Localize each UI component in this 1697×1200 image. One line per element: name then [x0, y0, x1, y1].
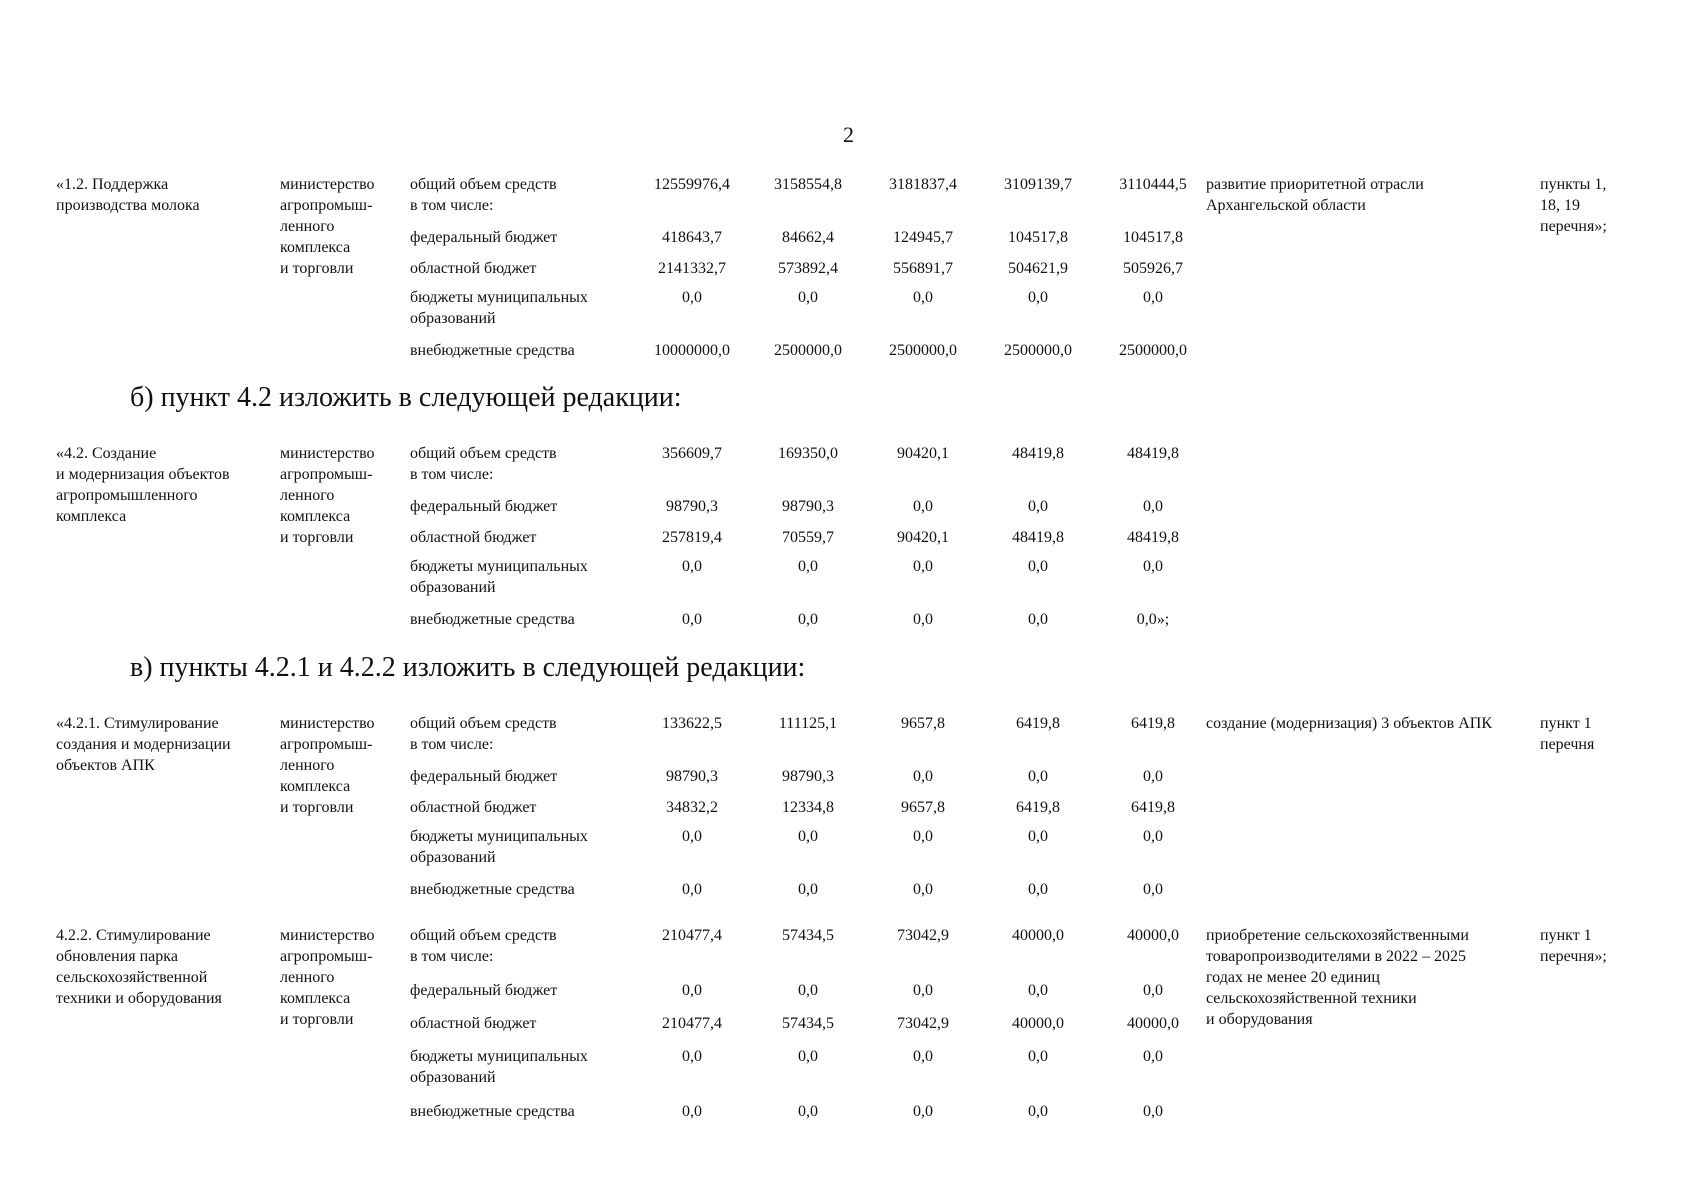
- funding-value: 0,0: [1143, 1048, 1163, 1065]
- funding-source-label: федеральный бюджет: [410, 982, 558, 999]
- funding-value: 10000000,0: [654, 342, 730, 359]
- funding-value: 70559,7: [782, 529, 834, 546]
- funding-value: 0,0: [682, 828, 702, 845]
- funding-source-label: внебюджетные средства: [410, 881, 575, 898]
- funding-value: 0,0: [1028, 1103, 1048, 1120]
- funding-source-label: общий объем средств в том числе:: [410, 176, 557, 214]
- funding-value: 0,0: [913, 1048, 933, 1065]
- funding-value: 0,0: [798, 289, 818, 306]
- funding-value: 418643,7: [662, 229, 722, 246]
- funding-value: 0,0: [682, 982, 702, 999]
- executor: министерство агропромыш- ленного комплекса и торговли: [280, 927, 375, 1028]
- funding-value: 124945,7: [893, 229, 953, 246]
- funding-source-label: областной бюджет: [410, 529, 537, 546]
- section-heading-b: б) пункт 4.2 изложить в следующей редакции:: [130, 382, 682, 413]
- funding-value: 0,0: [798, 982, 818, 999]
- funding-value: 3110444,5: [1119, 176, 1187, 193]
- funding-value: 0,0: [682, 1048, 702, 1065]
- funding-value: 0,0: [1143, 768, 1163, 785]
- funding-source-label: бюджеты муниципальных образований: [410, 1048, 588, 1086]
- funding-value: 0,0: [1028, 828, 1048, 845]
- measure-name: «1.2. Поддержка производства молока: [56, 176, 200, 214]
- funding-value: 0,0: [798, 558, 818, 575]
- funding-value: 48419,8: [1127, 445, 1179, 462]
- funding-source-label: общий объем средств в том числе:: [410, 445, 557, 483]
- measure-name: «4.2. Создание и модернизация объектов агропромышленного комплекса: [56, 445, 230, 525]
- funding-value: 6419,8: [1131, 715, 1175, 732]
- funding-value: 90420,1: [897, 529, 949, 546]
- funding-source-label: бюджеты муниципальных образований: [410, 289, 588, 327]
- funding-value: 0,0: [1143, 828, 1163, 845]
- funding-value: 84662,4: [782, 229, 834, 246]
- funding-value: 0,0: [913, 289, 933, 306]
- funding-value: 34832,2: [666, 799, 718, 816]
- section-heading-v: в) пункты 4.2.1 и 4.2.2 изложить в следующей редакции:: [130, 652, 806, 683]
- expected-result: приобретение сельскохозяйственными товаропроизводителями в 2022 – 2025 годах не менее 20 единиц сельскохозяйственной техники и оборудования: [1206, 927, 1469, 1028]
- funding-value: 9657,8: [901, 715, 945, 732]
- funding-value: 2500000,0: [1004, 342, 1072, 359]
- funding-value: 0,0: [798, 881, 818, 898]
- funding-value: 3181837,4: [889, 176, 957, 193]
- funding-value: 48419,8: [1012, 529, 1064, 546]
- funding-value: 98790,3: [782, 768, 834, 785]
- funding-value: 0,0: [682, 558, 702, 575]
- funding-source-label: федеральный бюджет: [410, 768, 558, 785]
- funding-value: 556891,7: [893, 260, 953, 277]
- funding-value: 0,0: [913, 881, 933, 898]
- funding-value: 0,0: [913, 558, 933, 575]
- funding-value: 0,0: [913, 828, 933, 845]
- funding-value: 0,0: [682, 289, 702, 306]
- funding-value: 0,0: [1143, 289, 1163, 306]
- funding-value: 98790,3: [666, 768, 718, 785]
- funding-value: 48419,8: [1012, 445, 1064, 462]
- funding-value: 0,0: [798, 1048, 818, 1065]
- list-reference: пункт 1 перечня: [1540, 715, 1595, 753]
- page-number: 2: [843, 122, 854, 147]
- funding-value: 48419,8: [1127, 529, 1179, 546]
- list-reference: пункты 1, 18, 19 перечня»;: [1540, 176, 1607, 235]
- funding-source-label: бюджеты муниципальных образований: [410, 828, 588, 866]
- executor: министерство агропромыш- ленного комплекса и торговли: [280, 176, 375, 277]
- funding-value: 0,0: [682, 611, 702, 628]
- funding-value: 2500000,0: [889, 342, 957, 359]
- funding-source-label: бюджеты муниципальных образований: [410, 558, 588, 596]
- funding-source-label: внебюджетные средства: [410, 1103, 575, 1120]
- funding-value: 210477,4: [662, 927, 722, 944]
- funding-source-label: областной бюджет: [410, 1015, 537, 1032]
- funding-value: 573892,4: [778, 260, 838, 277]
- funding-value: 0,0: [1143, 498, 1163, 515]
- funding-value: 0,0: [798, 828, 818, 845]
- funding-value: 104517,8: [1123, 229, 1183, 246]
- funding-value: 90420,1: [897, 445, 949, 462]
- funding-value: 57434,5: [782, 927, 834, 944]
- funding-value: 0,0: [1028, 982, 1048, 999]
- funding-source-label: федеральный бюджет: [410, 498, 558, 515]
- funding-value: 57434,5: [782, 1015, 834, 1032]
- funding-value: 0,0: [1143, 1103, 1163, 1120]
- funding-value: 12559976,4: [654, 176, 730, 193]
- funding-source-label: федеральный бюджет: [410, 229, 558, 246]
- funding-value: 0,0: [913, 1103, 933, 1120]
- funding-value: 0,0: [1143, 881, 1163, 898]
- funding-value: 6419,8: [1016, 715, 1060, 732]
- funding-value: 0,0: [1028, 498, 1048, 515]
- funding-source-label: общий объем средств в том числе:: [410, 927, 557, 965]
- funding-value: 0,0: [798, 1103, 818, 1120]
- funding-value: 40000,0: [1012, 1015, 1064, 1032]
- funding-value: 0,0: [1028, 1048, 1048, 1065]
- funding-value: 0,0: [1143, 982, 1163, 999]
- expected-result: развитие приоритетной отрасли Архангельской области: [1206, 176, 1424, 214]
- funding-value: 3158554,8: [774, 176, 842, 193]
- funding-value: 40000,0: [1012, 927, 1064, 944]
- funding-value: 6419,8: [1016, 799, 1060, 816]
- funding-value: 40000,0: [1127, 1015, 1179, 1032]
- funding-value: 3109139,7: [1004, 176, 1072, 193]
- funding-value: 9657,8: [901, 799, 945, 816]
- funding-value: 257819,4: [662, 529, 722, 546]
- funding-value: 104517,8: [1008, 229, 1068, 246]
- executor: министерство агропромыш- ленного комплекса и торговли: [280, 715, 375, 816]
- funding-value: 6419,8: [1131, 799, 1175, 816]
- funding-value: 0,0: [1028, 611, 1048, 628]
- funding-value: 0,0: [1028, 881, 1048, 898]
- funding-value: 0,0: [913, 982, 933, 999]
- funding-value: 210477,4: [662, 1015, 722, 1032]
- expected-result: создание (модернизация) 3 объектов АПК: [1206, 715, 1492, 732]
- funding-value: 169350,0: [778, 445, 838, 462]
- funding-value: 0,0»;: [1136, 611, 1170, 628]
- funding-source-label: областной бюджет: [410, 799, 537, 816]
- funding-value: 98790,3: [782, 498, 834, 515]
- funding-value: 40000,0: [1127, 927, 1179, 944]
- funding-value: 2141332,7: [658, 260, 726, 277]
- funding-value: 0,0: [798, 611, 818, 628]
- funding-source-label: общий объем средств в том числе:: [410, 715, 557, 753]
- funding-value: 0,0: [913, 611, 933, 628]
- funding-value: 504621,9: [1008, 260, 1068, 277]
- funding-value: 0,0: [1028, 768, 1048, 785]
- funding-source-label: внебюджетные средства: [410, 611, 575, 628]
- funding-source-label: внебюджетные средства: [410, 342, 575, 359]
- executor: министерство агропромыш- ленного комплекса и торговли: [280, 445, 375, 546]
- funding-value: 0,0: [1028, 289, 1048, 306]
- measure-name: 4.2.2. Стимулирование обновления парка сельскохозяйственной техники и оборудования: [56, 927, 222, 1007]
- funding-value: 356609,7: [662, 445, 722, 462]
- funding-value: 73042,9: [897, 1015, 949, 1032]
- funding-value: 73042,9: [897, 927, 949, 944]
- funding-value: 0,0: [682, 881, 702, 898]
- funding-value: 0,0: [913, 498, 933, 515]
- funding-value: 0,0: [913, 768, 933, 785]
- funding-source-label: областной бюджет: [410, 260, 537, 277]
- funding-value: 2500000,0: [1119, 342, 1187, 359]
- funding-value: 0,0: [1143, 558, 1163, 575]
- funding-value: 133622,5: [662, 715, 722, 732]
- funding-value: 505926,7: [1123, 260, 1183, 277]
- list-reference: пункт 1 перечня»;: [1540, 927, 1607, 965]
- funding-value: 0,0: [1028, 558, 1048, 575]
- funding-value: 111125,1: [778, 715, 838, 732]
- funding-value: 0,0: [682, 1103, 702, 1120]
- funding-value: 98790,3: [666, 498, 718, 515]
- measure-name: «4.2.1. Стимулирование создания и модернизации объектов АПК: [56, 715, 231, 774]
- funding-value: 2500000,0: [774, 342, 842, 359]
- funding-value: 12334,8: [782, 799, 834, 816]
